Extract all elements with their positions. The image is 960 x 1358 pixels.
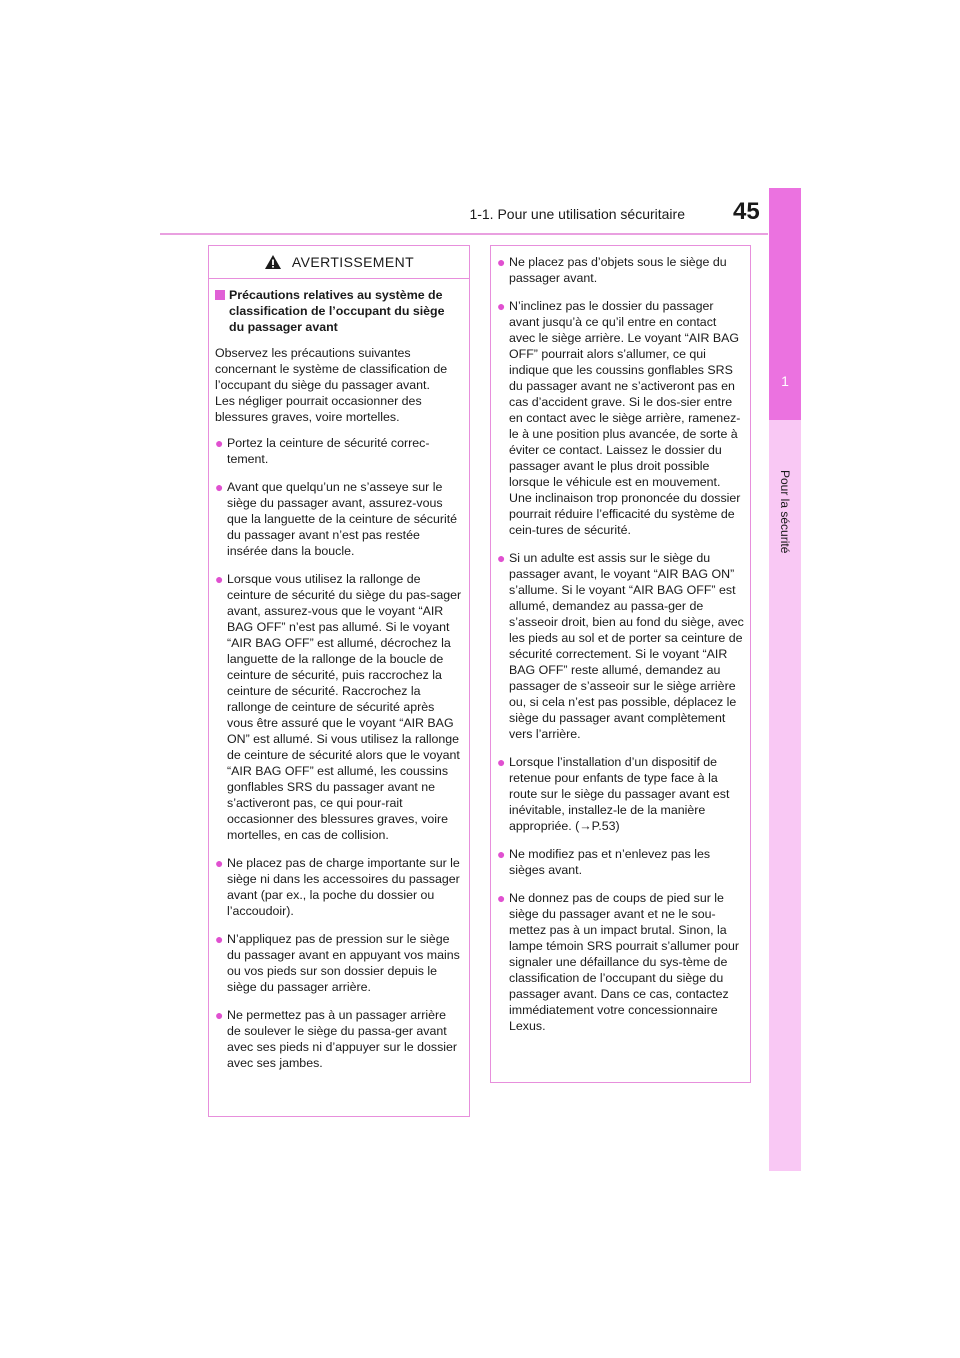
list-item: ● Si un adulte est assis sur le siège du passager avant, le voyant “AIR BAG ON” s’allume. Si le voyant “AIR BAG OFF” est allumé, demandez au passa-ger de s’asseoir droit, bien au fond du siège, avec les pieds au sol et de porter sa ceinture de sécurité correctement. Si le voyant “AIR BAG OFF” reste allumé, demandez au passager de s’asseoir sur le siège arrière ou, si cela n’est pas possible, déplacez le siège du passager avant complètement vers l’arrière. bbox=[497, 550, 744, 741]
warning-heading: AVERTISSEMENT bbox=[291, 254, 415, 270]
chapter-label: Pour la sécurité bbox=[778, 470, 792, 554]
list-item: ● Ne donnez pas de coups de pied sur le siège du passager avant et ne le sou-mettez pas à un impact brutal. Sinon, la lampe témoin SRS pourrait s’allumer pour signaler une défaillance du sys-tème de classification de l’occupant du siège du passager avant. Dans ce cas, contactez immédiatement votre concessionnaire Lexus. bbox=[497, 890, 740, 1033]
circle-bullet-icon: ● bbox=[497, 890, 506, 906]
list-item: ● Avant que quelqu’un ne s’asseye sur le siège du passager avant, assurez-vous que la languette de la ceinture de sécurité du passager avant n’est pas restée insérée dans la boucle. bbox=[215, 479, 458, 558]
list-item: ● Lorsque vous utilisez la rallonge de ceinture de sécurité du siège du pas-sager avant, assurez-vous que le voyant “AIR BAG OFF” n’est pas allumé. Si le voyant “AIR BAG OFF” est allumé, décrochez la languette de la rallonge de la boucle de ceinture de sécurité, puis raccrochez la ceinture de sécurité. Raccrochez la rallonge de ceinture de sécurité après vous être assuré que le voyant “AIR BAG ON” est allumé. Si vous utilisez la rallonge de ceinture de sécurité alors que le voyant “AIR BAG OFF” est allumé, les coussins gonflables SRS du passager avant ne s’activeront pas, ce qui pour-rait occasionner des blessures graves, voire mortelles, en cas de collision. bbox=[215, 571, 462, 842]
warning-intro: Observez les précautions suivantes concernant le système de classification de l’occupant du siège du passager avant. Les négliger pourrait occasionner des blessures graves, voire mortelles. bbox=[215, 346, 448, 424]
list-item: ● N’appliquez pas de pression sur le siège du passager avant en appuyant vos mains ou vos pieds sur son dossier depuis le siège du passager arrière. bbox=[215, 931, 460, 994]
circle-bullet-icon: ● bbox=[215, 1007, 224, 1023]
circle-bullet-icon: ● bbox=[215, 571, 224, 587]
square-bullet-icon bbox=[215, 290, 225, 300]
warning-header bbox=[209, 246, 469, 279]
list-item: ● Lorsque l’installation d’un dispositif de retenue pour enfants de type face à la route sur le siège du passager avant est inévitable, installez-le de la manière appropriée. (→P.53) bbox=[497, 754, 730, 833]
warning-section-title: Précautions relatives au système de classification de l’occupant du siège du passager avant bbox=[215, 287, 463, 335]
circle-bullet-icon: ● bbox=[215, 479, 224, 495]
circle-bullet-icon: ● bbox=[215, 931, 224, 947]
section-header-title: 1-1. Pour une utilisation sécuritaire bbox=[469, 206, 685, 222]
circle-bullet-icon: ● bbox=[497, 550, 506, 566]
circle-bullet-icon: ● bbox=[497, 298, 506, 314]
warning-box-left bbox=[208, 245, 470, 1117]
header-divider bbox=[160, 233, 768, 235]
warning-content-right bbox=[491, 246, 750, 1034]
list-item: ● Portez la ceinture de sécurité correc-tement. bbox=[215, 435, 430, 466]
list-item: ● Ne permettez pas à un passager arrière de soulever le siège du passa-ger avant avec ses pieds ni d’appuyer sur le dossier avec ses jambes. bbox=[215, 1007, 458, 1070]
circle-bullet-icon: ● bbox=[497, 754, 506, 770]
warning-box-right bbox=[490, 245, 751, 1083]
list-item: ● Ne placez pas d’objets sous le siège du passager avant. bbox=[497, 254, 727, 285]
page-number: 45 bbox=[733, 198, 760, 225]
list-item: ● Ne modifiez pas et n’enlevez pas les sièges avant. bbox=[497, 846, 711, 877]
circle-bullet-icon: ● bbox=[497, 846, 506, 862]
warning-content-left bbox=[209, 279, 469, 1071]
circle-bullet-icon: ● bbox=[497, 254, 506, 270]
warning-triangle-icon bbox=[264, 254, 282, 270]
list-item: ● N’inclinez pas le dossier du passager avant jusqu’à ce qu’il entre en contact avec le siège arrière. Le voyant “AIR BAG OFF” pourrait alors s’allumer, ce qui indique que les coussins gonflables SRS du passager avant ne s’activeront pas en cas d’accident grave. Si le dos-sier entre en contact avec le siège arrière, ramenez-le à une position plus avancée, de sorte à éviter ce contact. Laissez le dossier du passager avant le plus droit possible lorsque le véhicule est en mouvement. Une inclinaison trop prononcée du dossier pourrait réduire l’efficacité du système de cein-tures de sécurité. bbox=[497, 298, 741, 537]
circle-bullet-icon: ● bbox=[215, 435, 224, 451]
chapter-number: 1 bbox=[781, 373, 789, 389]
circle-bullet-icon: ● bbox=[215, 855, 224, 871]
list-item: ● Ne placez pas de charge importante sur le siège ni dans les accessoires du passager avant (par ex., la poche du dossier ou l’accoudoir). bbox=[215, 855, 460, 918]
